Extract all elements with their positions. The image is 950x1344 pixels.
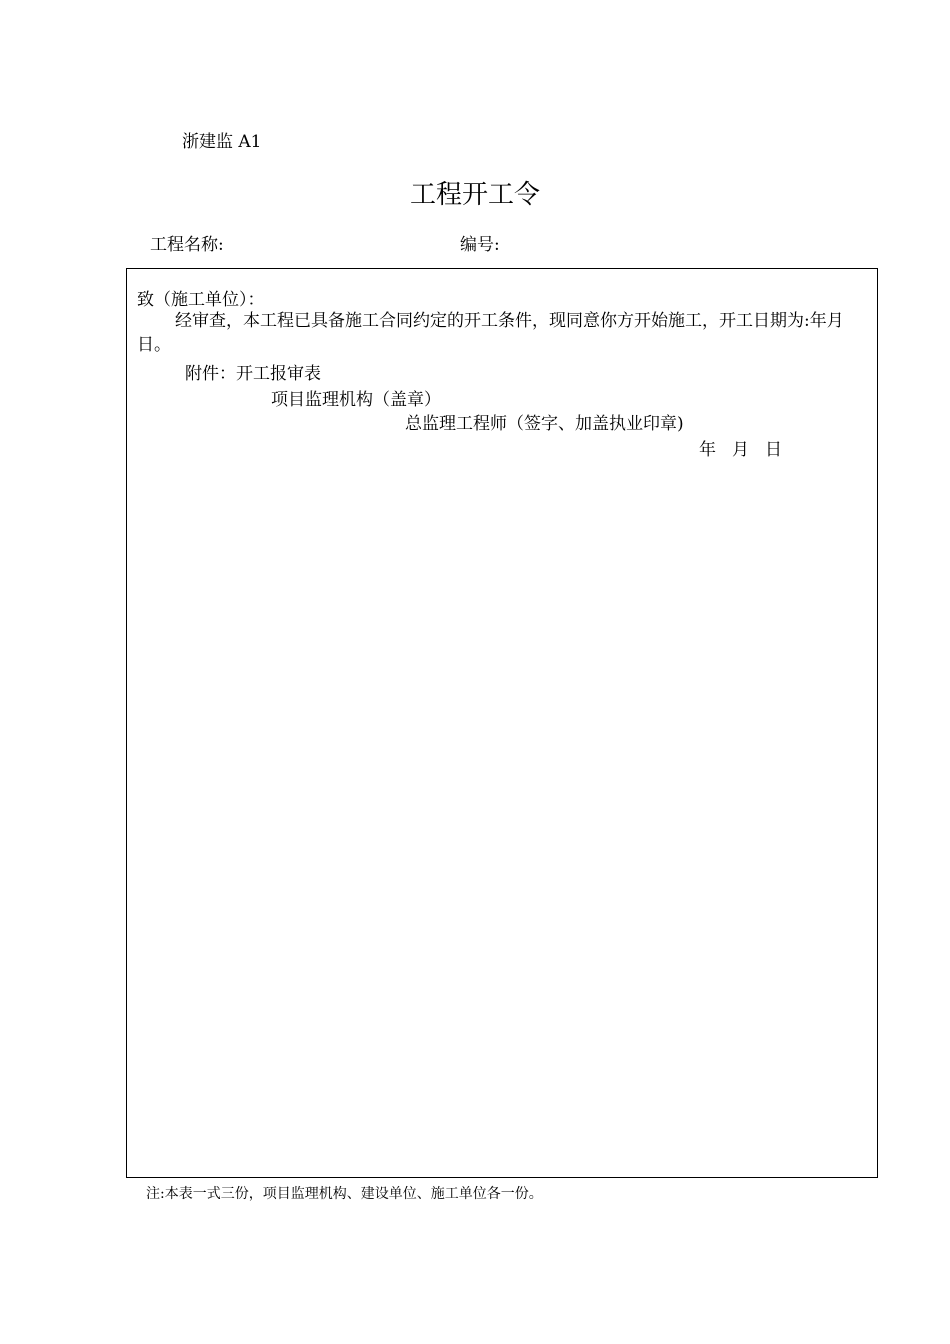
document-title: 工程开工令 [409, 180, 540, 210]
addressee-line: 致（施工单位）： [137, 290, 265, 310]
form-content-box [126, 268, 878, 1178]
date-year-label: 年 [699, 440, 716, 460]
date-line [699, 435, 798, 460]
form-code: 浙建监 A1 [182, 132, 262, 152]
chief-engineer-signature-line: 总监理工程师（签字、加盖执业印章) [405, 414, 684, 434]
footer-note: 注:本表一式三份，项目监理机构、建设单位、施工单位各一份。 [146, 1186, 543, 1202]
attachment-line: 附件：开工报审表 [185, 364, 321, 384]
date-day-label: 日 [765, 440, 782, 460]
project-name-label: 工程名称: [150, 235, 224, 255]
supervision-org-seal-line: 项目监理机构（盖章） [271, 390, 441, 410]
order-body-text: 经审查，本工程已具备施工合同约定的开工条件，现同意你方开始施工，开工日期为:年月日。 [137, 311, 844, 355]
serial-number-label: 编号: [460, 235, 500, 255]
date-month-label: 月 [732, 440, 749, 460]
